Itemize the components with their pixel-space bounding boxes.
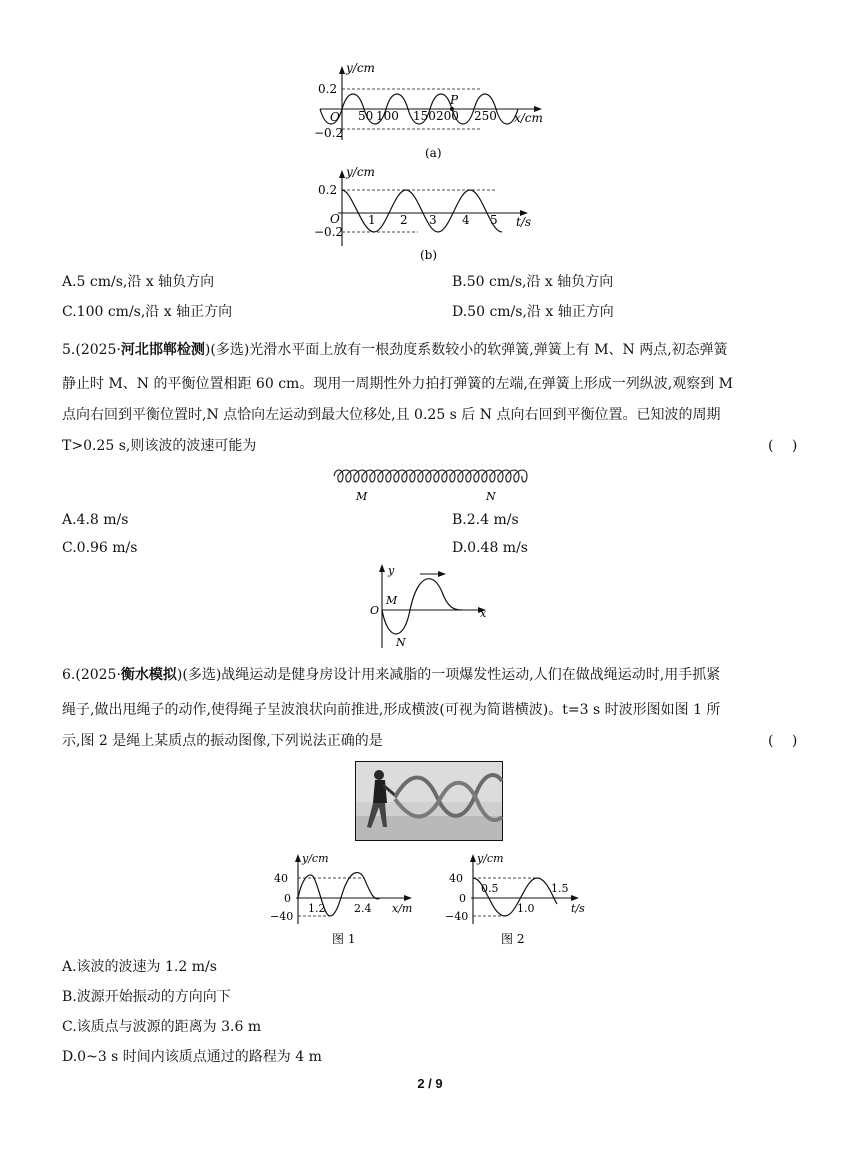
figure-b-vibration-graph [310,162,550,266]
y-neg-tick: −40 [270,910,294,923]
q4-option-b[interactable]: B.50 cm/s,沿 x 轴负方向 [452,274,614,290]
x-tick-50: 50 [358,109,374,123]
x-axis-label: x/m [392,902,413,915]
t-tick-1: 1 [368,213,376,227]
origin-label: O [370,604,380,617]
q5-option-d[interactable]: D.0.48 m/s [452,540,528,556]
x-axis-label: x/cm [514,111,543,125]
figure-caption: (b) [420,248,438,262]
y-axis-label: y [388,564,395,577]
q6-number: 6.(2025· [62,667,121,683]
q6-option-c[interactable]: C.该质点与波源的距离为 3.6 m [62,1019,262,1035]
spring-figure [330,466,530,506]
x-tick-1-2: 1.2 [308,902,326,915]
q5-text-1: )(多选)光滑水平面上放有一根劲度系数较小的软弹簧,弹簧上有 M、N 两点,初态弹簧 [204,342,728,358]
figure-2-vibration-graph [445,848,595,952]
point-m-label: M [386,594,398,607]
x-tick-200: 200 [436,109,459,123]
y-axis-label: y/cm [346,165,375,179]
zero-tick: 0 [459,892,466,905]
q6-text-1: )(多选)战绳运动是健身房设计用来减脂的一项爆发性运动,人们在做战绳运动时,用手抓紧 [176,667,721,683]
q6-line-3: 示,图 2 是绳上某质点的振动图像,下列说法正确的是 [62,733,383,749]
figure-caption: 图 1 [332,932,356,946]
q5-option-c[interactable]: C.0.96 m/s [62,540,138,556]
q6-source: 衡水模拟 [120,667,177,683]
y-pos-tick: 40 [274,872,288,885]
q6-option-a[interactable]: A.该波的波速为 1.2 m/s [62,959,217,975]
q4-option-c[interactable]: C.100 cm/s,沿 x 轴正方向 [62,304,233,320]
x-tick-2-4: 2.4 [354,902,372,915]
origin-label: O [330,212,340,226]
t-tick-0-5: 0.5 [481,882,499,895]
q5-wave-figure [364,562,494,650]
figure-a-wave-graph [310,58,560,162]
x-axis-label: x [480,607,487,620]
q5-answer-paren[interactable]: ( ) [768,438,798,454]
zero-tick: 0 [284,892,291,905]
y-neg-tick: −40 [445,910,469,923]
q4-option-a[interactable]: A.5 cm/s,沿 x 轴负方向 [62,274,215,290]
t-tick-3: 3 [429,213,437,227]
y-axis-label: y/cm [346,61,375,75]
t-tick-4: 4 [462,213,470,227]
figure-caption: 图 2 [501,932,525,946]
t-tick-2: 2 [400,213,408,227]
figure-1-wave-graph [268,848,428,952]
x-tick-100: 100 [376,109,399,123]
q6-line-2: 绳子,做出甩绳子的动作,使得绳子呈波浪状向前推进,形成横波(可视为简谐横波)。t=3 s 时波形图如图 1 所 [62,702,721,718]
page-number: 2 / 9 [417,1076,443,1091]
y-axis-label: y/cm [302,852,329,865]
q5-line-2: 静止时 M、N 的平衡位置相距 60 cm。现用一周期性外力拍打弹簧的左端,在弹簧上形成一列纵波,观察到 M [62,376,733,392]
y-neg-tick: −0.2 [314,225,344,239]
figure-caption: (a) [425,146,442,160]
x-tick-150: 150 [413,109,436,123]
q5-line-3: 点向右回到平衡位置时,N 点恰向左运动到最大位移处,且 0.25 s 后 N 点向右回到平衡位置。已知波的周期 [62,407,721,423]
x-tick-250: 250 [474,109,497,123]
y-axis-label: y/cm [477,852,504,865]
q4-option-d[interactable]: D.50 cm/s,沿 x 轴正方向 [452,304,614,320]
q6-answer-paren[interactable]: ( ) [768,733,798,749]
y-pos-tick: 40 [449,872,463,885]
spring-point-m: M [356,490,368,503]
spring-point-n: N [486,490,496,503]
q5-line-4: T>0.25 s,则该波的波速可能为 [62,438,257,454]
t-tick-1-5: 1.5 [551,882,569,895]
q6-line-1 [62,665,720,685]
y-pos-tick: 0.2 [318,82,338,96]
q5-source: 河北邯郸检测 [120,342,205,358]
point-n-label: N [396,636,406,649]
q5-option-b[interactable]: B.2.4 m/s [452,512,519,528]
q6-option-d[interactable]: D.0~3 s 时间内该质点通过的路程为 4 m [62,1049,322,1065]
t-tick-1-0: 1.0 [517,902,535,915]
y-pos-tick: 0.2 [318,183,338,197]
q5-line-1 [62,340,728,360]
x-axis-label: t/s [516,215,532,229]
t-tick-5: 5 [490,213,498,227]
q5-number: 5.(2025· [62,342,121,358]
battle-rope-photo [355,761,503,841]
origin-label: O [330,110,340,124]
y-neg-tick: −0.2 [314,126,344,140]
x-axis-label: t/s [571,902,585,915]
q6-option-b[interactable]: B.波源开始振动的方向向下 [62,989,231,1005]
point-p-label: P [450,93,459,107]
q5-option-a[interactable]: A.4.8 m/s [62,512,129,528]
